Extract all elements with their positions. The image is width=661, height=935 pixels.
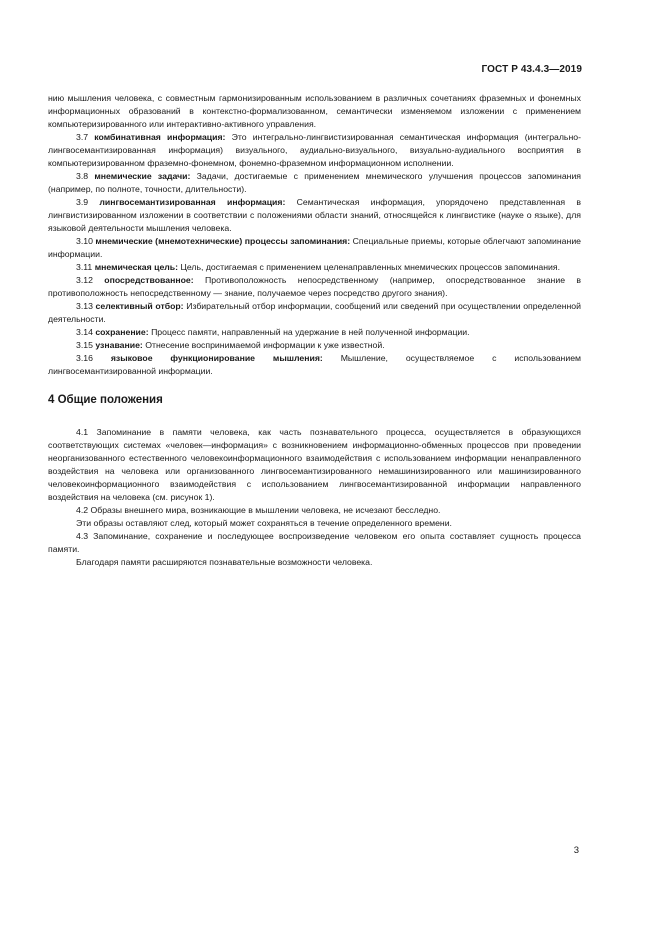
definition-term: селективный отбор: bbox=[95, 301, 184, 311]
definition-term: опосредствованное: bbox=[104, 275, 194, 285]
definition-continuation: нию мышления человека, с совместным гармонизированным использованием в различных сочетаниях фраземных и фонемных информационных образований в контекстно-формализованном, семантически изменяемом изложении с применением компьютеризированного или интерактивно-активного управления. bbox=[48, 93, 581, 129]
page-number: 3 bbox=[573, 845, 579, 856]
definition-3-9 bbox=[48, 196, 581, 235]
definition-term: сохранение: bbox=[95, 327, 149, 337]
document-code-header: ГОСТ Р 43.4.3—2019 bbox=[481, 64, 582, 75]
definition-number: 3.16 bbox=[76, 353, 93, 363]
definition-term: языковое функционирование мышления: bbox=[110, 353, 323, 363]
definition-number: 3.10 bbox=[76, 236, 93, 246]
section-paragraph: 4.1 Запоминание в памяти человека, как часть познавательного процесса, осуществляется в образующихся соответствующих системах «человек—информация» с возникновением информационно-обменных процессов при проведении неорганизованного естественного человекоинформационного взаимодействия с использованием информации ненаправленного воздействия на человека или организованного лингвосемантизированного немашинизированного или машинизированного человекоинформационного взаимодействия с использованием лингвосемантизированной информации направленного воздействия на человека (см. рисунок 1). bbox=[48, 427, 581, 502]
definition-text: Мышление, осуществляемое с использованием лингвосемантизированной информации. bbox=[48, 353, 581, 376]
definition-term: мнемическая цель: bbox=[94, 262, 179, 272]
definition-text: Семантическая информация, упорядочено представленная в лингвистизированном изложении в соответствии с положениями области знаний, относящейся к лингвистике (науке о языке), для языковой деятельности мышления человека. bbox=[48, 197, 581, 233]
definition-number: 3.15 bbox=[76, 340, 93, 350]
definition-term: узнавание: bbox=[95, 340, 143, 350]
definition-3-13 bbox=[48, 300, 581, 326]
definition-number: 3.11 bbox=[76, 262, 93, 272]
definition-number: 3.12 bbox=[76, 275, 93, 285]
definition-number: 3.9 bbox=[76, 197, 89, 207]
definition-number: 3.8 bbox=[76, 171, 89, 181]
definition-3-14 bbox=[48, 326, 581, 339]
definition-term: мнемические задачи: bbox=[94, 171, 191, 181]
section-paragraph: Благодаря памяти расширяются познавательные возможности человека. bbox=[76, 557, 373, 567]
definition-text: Избирательный отбор информации, сообщений или сведений при осуществлении определенной деятельности. bbox=[48, 301, 581, 324]
definition-text: Задачи, достигаемые с применением мнемического улучшения процессов запоминания (например, по полноте, точности, длительности). bbox=[48, 171, 582, 194]
section-paragraph: Эти образы оставляют след, который может сохраняться в течение определенного времени. bbox=[76, 518, 452, 528]
definition-text: Это интегрально-лингвистизированная семантическая информация (интегрально-лингвосемантизированная информация) визуального, аудиально-визуального, визуально-аудиального восприятия в компьютеризированном фраземно-фонемном, фонемно-фраземном информационном исполнении. bbox=[48, 132, 581, 168]
definition-3-11 bbox=[48, 261, 581, 274]
definition-term: комбинативная информация: bbox=[94, 132, 226, 142]
definition-text: Процесс памяти, направленный на удержание в ней полученной информации. bbox=[151, 327, 470, 337]
definition-3-16 bbox=[48, 352, 581, 378]
definition-term: мнемические (мнемотехнические) процессы запоминания: bbox=[95, 236, 351, 246]
definition-3-12 bbox=[48, 274, 581, 300]
definition-3-7 bbox=[48, 131, 581, 170]
section-heading: 4 Общие положения bbox=[48, 394, 163, 406]
definition-number: 3.7 bbox=[76, 132, 89, 142]
definition-term: лингвосемантизированная информация: bbox=[99, 197, 286, 207]
definition-text: Противоположность непосредственному (например, опосредствованное знание в противоположность непосредственному — знание, получаемое через посредство другого знания). bbox=[48, 275, 582, 298]
definition-text: Цель, достигаемая с применением целенаправленных мнемических процессов запоминания. bbox=[180, 262, 560, 272]
section-paragraph: 4.3 Запоминание, сохранение и последующее воспроизведение человеком его опыта составляет сущность процесса памяти. bbox=[48, 531, 581, 554]
page-content bbox=[48, 92, 581, 569]
definition-number: 3.14 bbox=[76, 327, 93, 337]
definition-text: Специальные приемы, которые облегчают запоминание информации. bbox=[48, 236, 581, 259]
definition-3-15 bbox=[48, 339, 581, 352]
definition-3-8 bbox=[48, 170, 581, 196]
definition-3-10 bbox=[48, 235, 581, 261]
section-paragraph: 4.2 Образы внешнего мира, возникающие в мышлении человека, не исчезают бесследно. bbox=[76, 505, 441, 515]
definition-number: 3.13 bbox=[76, 301, 93, 311]
definition-text: Отнесение воспринимаемой информации к уже известной. bbox=[145, 340, 385, 350]
